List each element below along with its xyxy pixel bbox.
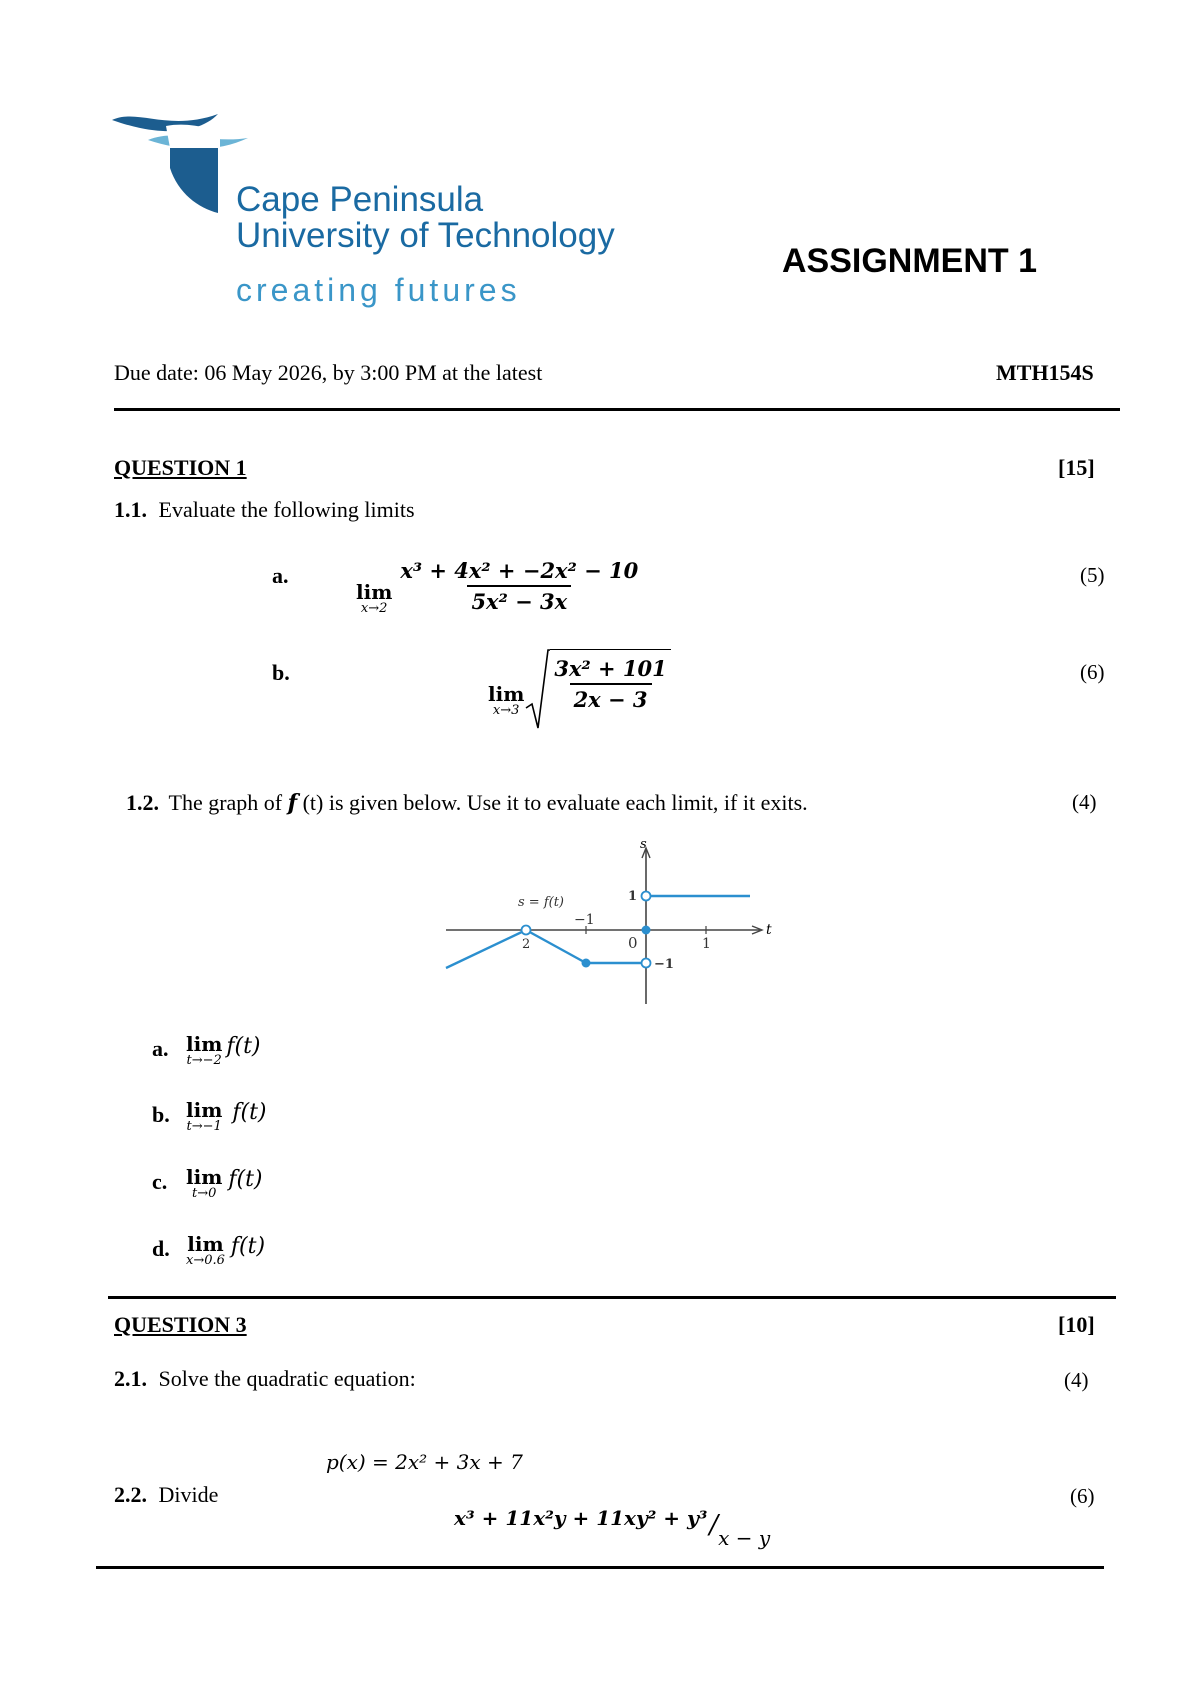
curve-label: s = f(t) (518, 895, 565, 910)
logo-line1: Cape Peninsula (236, 180, 484, 219)
item-1-2-d: d. lim x→0.6 f(t) (152, 1232, 266, 1268)
limit-operator: lim t→−1 (186, 1098, 223, 1134)
item-1-1-b-marks: (6) (1080, 660, 1105, 684)
tick-x-minus-2: 2 (522, 937, 531, 952)
limit-expression: f(t) (228, 1167, 263, 1192)
part-text: Divide (158, 1482, 219, 1507)
part-2-2 (114, 1482, 218, 1508)
fraction (550, 649, 670, 712)
item-1-1-a-label: a. (272, 563, 289, 588)
division-expression (454, 1506, 770, 1550)
limit-expression: f(t) (230, 1234, 266, 1259)
x-axis-label: t (766, 922, 772, 938)
part-text-post: (t) is given below. Use it to evaluate each limit, if it exits. (297, 790, 808, 815)
logo-tagline: creating futures (236, 272, 521, 308)
open-point-minus-2 (522, 926, 531, 935)
header-divider (114, 408, 1120, 411)
limit-operator: lim x→2 (356, 580, 393, 616)
function-graph (440, 838, 780, 1008)
tick-x-1: 1 (702, 936, 711, 952)
part-number: 1.2. (126, 790, 159, 815)
question-1-marks: [15] (1058, 455, 1095, 480)
dividend: x³ + 11x²y + 11xy² + y³ (454, 1506, 708, 1530)
part-text: Evaluate the following limits (158, 497, 415, 522)
open-point-0-plus-1 (642, 892, 651, 901)
closed-point-minus-1 (582, 959, 591, 968)
item-1-2-b: b. lim t→−1 f(t) (152, 1098, 267, 1134)
part-2-1-marks: (4) (1064, 1368, 1089, 1392)
part-1-1 (114, 497, 415, 523)
footer-divider (96, 1566, 1104, 1569)
document-title: ASSIGNMENT 1 (782, 242, 1038, 280)
logo-line2: University of Technology (236, 216, 615, 255)
denominator: 2x − 3 (570, 683, 652, 712)
due-date: Due date: 06 May 2026, by 3:00 PM at the latest (114, 360, 543, 385)
function-symbol: f (287, 790, 298, 816)
question-3-heading: QUESTION 3 (114, 1312, 247, 1337)
limit-operator: lim x→0.6 (186, 1232, 225, 1268)
course-code: MTH154S (996, 360, 1094, 385)
section-divider (108, 1296, 1116, 1299)
limit-1-1-b (488, 648, 671, 730)
part-text: Solve the quadratic equation: (158, 1366, 416, 1391)
open-point-0-minus-1 (642, 959, 651, 968)
item-1-1-a-marks: (5) (1080, 563, 1105, 587)
y-axis-label: s (640, 838, 647, 852)
fraction (396, 558, 642, 614)
part-1-2 (126, 790, 808, 816)
curve-falling (526, 930, 586, 963)
part-2-1 (114, 1366, 416, 1392)
division-slash: / (709, 1510, 719, 1540)
limit-operator: lim t→−2 (186, 1032, 223, 1068)
question-3-marks: [10] (1058, 1312, 1095, 1337)
curve-left-rising (446, 930, 526, 968)
tick-y-1: 1 (628, 889, 638, 904)
part-1-2-marks: (4) (1072, 790, 1097, 814)
quadratic-equation: p(x) = 2x² + 3x + 7 (326, 1450, 523, 1474)
numerator: x³ + 4x² + −2x² − 10 (400, 557, 639, 583)
tick-x-minus-1: −1 (574, 912, 595, 928)
part-number: 1.1. (114, 497, 147, 522)
limit-operator: lim t→0 (186, 1165, 223, 1201)
radical-sign-icon (524, 648, 550, 730)
tick-y-minus-1: −1 (654, 957, 674, 972)
question-1-heading: QUESTION 1 (114, 455, 247, 480)
limit-expression: f(t) (232, 1100, 267, 1125)
item-1-1-b-label: b. (272, 660, 290, 685)
part-text-pre: The graph of (168, 790, 288, 815)
part-number: 2.1. (114, 1366, 147, 1391)
part-number: 2.2. (114, 1482, 147, 1507)
limit-1-1-a (356, 556, 642, 615)
item-1-2-c: c. lim t→0 f(t) (152, 1165, 263, 1201)
part-2-2-marks: (6) (1070, 1484, 1095, 1508)
limit-expression: f(t) (226, 1034, 261, 1059)
divisor: x − y (718, 1526, 771, 1550)
tick-x-0: 0 (628, 934, 638, 952)
closed-point-origin (642, 926, 651, 935)
numerator: 3x² + 101 (554, 656, 667, 681)
item-1-2-a: a. lim t→−2 f(t) (152, 1032, 261, 1068)
logo (108, 108, 628, 318)
limit-operator: lim x→3 (488, 682, 525, 718)
denominator: 5x² − 3x (467, 585, 571, 614)
